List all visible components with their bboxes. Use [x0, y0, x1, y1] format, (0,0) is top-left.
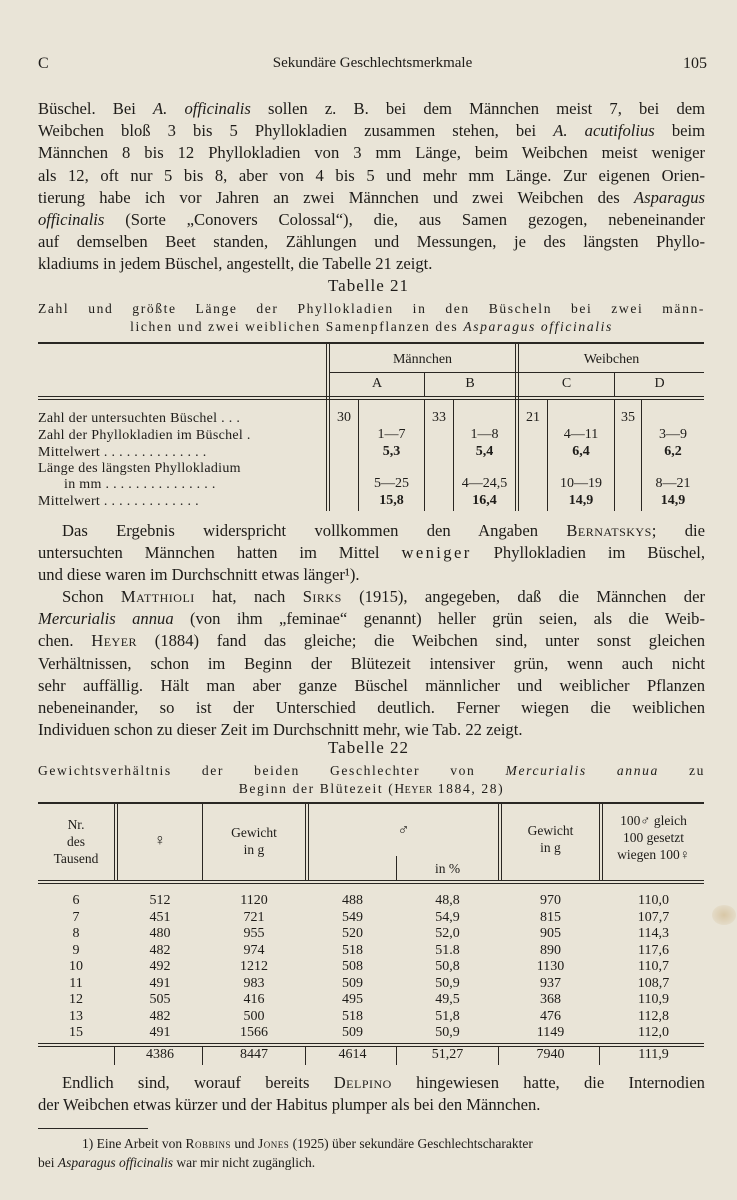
cell-male-percent: 51.8 [435, 942, 460, 958]
cell-nr: 11 [69, 975, 83, 991]
author-name: Sirks [302, 587, 342, 606]
text-line [38, 586, 705, 608]
cell-male-percent: 52,0 [435, 926, 460, 941]
cell-female-weight: 721 [243, 909, 265, 925]
author-name: Matthioli [120, 587, 195, 606]
text-line [38, 697, 705, 719]
cell-female-weight: 1566 [240, 1025, 268, 1040]
text-run: war mir nicht zugänglich. [173, 1155, 316, 1170]
text-run: Endlich sind, worauf bereits [62, 1073, 334, 1092]
cell-female-count: 491 [149, 1025, 171, 1040]
length-range-b: 4—24,5 [461, 476, 508, 491]
cell-female-count: 491 [149, 975, 171, 991]
cell-nr: 15 [69, 1025, 83, 1040]
cell-male-count: 549 [342, 909, 363, 925]
total-female-weight: 8447 [240, 1047, 268, 1062]
author-name: Robbins [185, 1136, 231, 1151]
row-label: Zahl der Phyllokladien im Büschel . [38, 428, 251, 443]
text-line [38, 564, 705, 586]
cell-male-weight: 970 [540, 893, 561, 908]
text-run: kladiums in jedem Büschel, angestellt, die Tabelle 21 zeigt. [38, 254, 433, 274]
cell-male-percent: 50,9 [435, 1025, 460, 1040]
text-line [38, 542, 705, 564]
page-number: 105 [683, 55, 707, 72]
col-divider [498, 804, 499, 880]
text-line [38, 1072, 705, 1094]
cell-nr: 13 [69, 1008, 83, 1024]
length-range-c: 10—19 [560, 476, 602, 491]
text-run: beim [654, 121, 705, 141]
text-line [38, 762, 705, 780]
text-line [38, 780, 705, 798]
cell-nr: 12 [69, 992, 83, 1007]
cell-male-weight: 905 [540, 926, 561, 941]
text-line [38, 120, 705, 142]
text-run: und [231, 1136, 258, 1151]
text-line [38, 231, 705, 253]
header-line: wiegen 100♀ [617, 847, 690, 862]
text-run: Beginn der Blütezeit ( [238, 781, 395, 796]
col-divider [599, 804, 600, 880]
text-run: tierung habe ich vor Jahren an zwei Männchen und zwei Weibchen des [38, 187, 634, 207]
col-divider [114, 804, 115, 880]
mean-d: 6,2 [664, 444, 682, 459]
range-c: 4—11 [563, 427, 599, 442]
cell-female-count: 505 [149, 992, 171, 1007]
text-line [38, 1134, 705, 1153]
col-divider [114, 1047, 115, 1065]
text-run: sollen z. B. bei dem Männchen meist 7, bei dem [250, 99, 705, 118]
row-label: in mm . . . . . . . . . . . . . . . [64, 477, 216, 492]
col-divider [515, 344, 516, 511]
header-weight-female [203, 824, 305, 858]
paragraph-4 [38, 1072, 705, 1116]
table-rule-group [330, 372, 704, 373]
text-run: hat, nach [194, 587, 303, 606]
text-run: als 12, oft nur 5 bis 8, aber von 4 bis 5 und mehr mm Länge. Zur eigenen Orien- [38, 165, 705, 185]
cell-female-count: 480 [149, 926, 171, 941]
col-divider [498, 1047, 499, 1065]
text-line [38, 653, 705, 675]
cell-male-count: 508 [342, 959, 363, 974]
italic-text: Asparagus [634, 187, 705, 207]
table-rule-header [38, 880, 704, 881]
range-d: 3—9 [659, 427, 687, 442]
header-line: Gewicht [527, 823, 574, 838]
text-line [38, 142, 705, 164]
cell-male-percent: 49,5 [435, 992, 460, 1007]
cell-male-percent: 48,8 [435, 893, 460, 908]
cell-nr: 9 [72, 942, 80, 958]
table-rule-total [38, 1043, 704, 1044]
length-mean-d: 14,9 [660, 493, 686, 508]
author-name: Heyer [394, 781, 433, 796]
text-run: ; die [651, 521, 705, 540]
cell-female-weight: 1212 [240, 959, 268, 974]
count-d: 35 [621, 410, 635, 425]
text-line [38, 300, 705, 318]
footnote [38, 1134, 705, 1172]
paragraph-2 [38, 520, 705, 587]
mean-c: 6,4 [572, 444, 590, 459]
length-range-a: 5—25 [374, 476, 409, 491]
table-rule-header-2 [38, 883, 704, 884]
cell-male-count: 488 [342, 893, 363, 908]
text-line [38, 630, 705, 652]
header-line: des [67, 834, 85, 849]
text-run: bei [38, 1155, 58, 1170]
range-a: 1—7 [377, 427, 406, 442]
author-name: Delpino [333, 1073, 392, 1092]
running-header [38, 55, 707, 79]
header-line: in g [243, 842, 265, 857]
header-line: 100 gesetzt [622, 830, 685, 845]
cell-ratio: 112,8 [638, 1008, 669, 1024]
cell-male-percent: 51,8 [435, 1008, 460, 1024]
header-ratio [603, 812, 704, 863]
cell-male-count: 520 [342, 926, 363, 941]
paragraph-3 [38, 586, 705, 741]
cell-male-count: 518 [342, 1008, 363, 1024]
header-weight-male [502, 822, 599, 856]
cell-female-count: 492 [149, 959, 171, 974]
cell-nr: 8 [72, 926, 80, 941]
footnote-rule [38, 1128, 148, 1129]
text-run: 1) Eine Arbeit von [82, 1136, 186, 1151]
count-a: 30 [337, 410, 351, 425]
table-21-caption [38, 300, 705, 336]
col-divider [305, 1047, 306, 1065]
table-21-title: Tabelle 21 [327, 276, 410, 295]
table-rule-top [38, 802, 704, 804]
total-female-count: 4386 [146, 1047, 174, 1062]
text-line [38, 187, 705, 209]
text-line [38, 318, 705, 336]
cell-male-percent: 50,9 [435, 975, 460, 991]
text-run: (Sorte „Conovers Colossal“), die, aus Samen gezogen, nebeneinander [104, 209, 705, 229]
text-run: Phyllokladien im Büschel, [471, 543, 705, 563]
cell-female-weight: 955 [243, 926, 265, 941]
col-header-d: D [654, 376, 665, 391]
cell-male-percent: 50,8 [435, 959, 460, 974]
text-line [38, 608, 705, 630]
group-header-female: Weibchen [583, 352, 640, 367]
text-run: nebeneinander, so ist der Unterschied deutlich. Ferner wiegen die weiblichen [38, 697, 705, 717]
text-run: Verhältnissen, schon im Beginn der Blütezeit intensiver grün, wenn auch nicht [38, 653, 705, 673]
cell-male-weight: 937 [540, 975, 561, 991]
cell-ratio: 108,7 [637, 975, 670, 991]
cell-ratio: 110,9 [638, 992, 669, 1007]
text-run: 1884, 28) [432, 781, 505, 796]
text-line [38, 98, 705, 120]
text-run: Büschel. Bei [38, 99, 153, 118]
col-header-a: A [371, 376, 383, 391]
row-label: Mittelwert . . . . . . . . . . . . . . [38, 445, 207, 460]
text-line [38, 1094, 705, 1116]
text-line [38, 675, 705, 697]
length-mean-c: 14,9 [568, 493, 594, 508]
text-run: auf demselben Beet standen, Zählungen und Messungen, je des längsten Phyllo- [38, 232, 705, 252]
italic-text: Asparagus officinalis [57, 1155, 174, 1170]
mean-b: 5,4 [475, 444, 494, 459]
cell-female-weight: 974 [243, 942, 265, 958]
cell-nr: 10 [69, 959, 83, 974]
col-divider [305, 804, 306, 880]
text-run: chen. [38, 631, 92, 651]
paragraph-1 [38, 98, 705, 276]
text-run: und diese waren im Durchschnitt etwas länger¹). [38, 565, 360, 585]
row-label: Mittelwert . . . . . . . . . . . . . [38, 494, 199, 509]
text-line [38, 165, 705, 187]
cell-female-weight: 416 [243, 992, 265, 1007]
text-run: Das Ergebnis widerspricht vollkommen den Angaben [62, 521, 567, 540]
row-label: Zahl der untersuchten Büschel . . . [38, 411, 241, 426]
text-run: (1884) fand das gleiche; die Weibchen sind, unter sonst gleichen [137, 631, 705, 651]
cell-male-weight: 476 [540, 1008, 561, 1024]
length-mean-b: 16,4 [472, 493, 497, 508]
cell-nr: 7 [72, 909, 80, 925]
italic-text: Mercurialis annua [505, 763, 659, 778]
italic-text: Mercurialis annua [38, 609, 174, 629]
col-divider [329, 344, 330, 511]
cell-nr: 6 [72, 893, 80, 908]
text-run: Schon [62, 587, 121, 606]
col-header-b: B [465, 376, 475, 391]
cell-male-count: 509 [342, 975, 363, 991]
header-line: 100♂ gleich [620, 813, 687, 828]
text-run: sehr auffällig. Hält man aber ganze Büschel männlicher und weiblicher Pflanzen [38, 675, 705, 695]
cell-male-weight: 815 [540, 909, 561, 925]
text-run: Männchen 8 bis 12 Phyllokladien von 3 mm Länge, beim Weibchen meist weniger [38, 143, 705, 163]
mean-a: 5,3 [382, 444, 401, 459]
text-line [38, 1153, 705, 1172]
running-title: Sekundäre Geschlechtsmerkmale [272, 55, 473, 71]
col-divider [518, 344, 519, 511]
col-divider [599, 1047, 600, 1065]
section-letter: C [38, 55, 49, 72]
cell-male-weight: 890 [540, 942, 561, 958]
text-line [38, 253, 705, 275]
cell-female-count: 451 [149, 909, 171, 925]
cell-male-percent: 54,9 [435, 909, 460, 925]
cell-male-weight: 368 [540, 992, 561, 1007]
header-line: Nr. [67, 817, 85, 832]
table-rule-header-2 [38, 399, 704, 400]
total-male-count: 4614 [338, 1047, 367, 1062]
table-22-title: Tabelle 22 [327, 738, 410, 757]
text-run: (von ihm „feminae“ genannt) heller grün seien, als die Weib- [173, 609, 705, 629]
female-symbol: ♀ [154, 832, 166, 849]
text-run: zu [658, 763, 706, 778]
author-name: Bernatskys [566, 521, 652, 540]
header-line: Tausend [53, 851, 99, 866]
cell-female-count: 482 [149, 942, 171, 958]
author-name: Heyer [91, 631, 138, 651]
italic-text: officinalis [38, 209, 105, 229]
cell-female-weight: 1120 [240, 893, 268, 908]
text-run: Weibchen bloß 3 bis 5 Phyllokladien zusammen stehen, bei [38, 121, 554, 141]
text-run: Individuen schon zu dieser Zeit im Durchschnitt mehr, wie Tab. 22 zeigt. [38, 720, 523, 740]
text-run: hingewiesen hatte, die Internodien [391, 1073, 705, 1092]
table-22-caption [38, 762, 705, 798]
col-divider [326, 344, 327, 511]
italic-text: Asparagus officinalis [463, 319, 613, 334]
total-ratio: 111,9 [638, 1047, 669, 1062]
cell-ratio: 112,0 [638, 1025, 669, 1040]
text-line [38, 209, 705, 231]
group-header-male: Männchen [392, 352, 453, 367]
text-run: lichen und zwei weiblichen Samenpflanzen des [130, 319, 464, 334]
italic-text: A. officinalis [153, 99, 251, 118]
count-c: 21 [526, 410, 540, 425]
total-male-percent: 51,27 [431, 1047, 464, 1062]
cell-ratio: 110,7 [638, 959, 669, 974]
text-line [38, 520, 705, 542]
header-line: in g [540, 840, 561, 855]
author-name: Jones [258, 1136, 290, 1151]
col-divider [308, 804, 309, 880]
cell-ratio: 117,6 [638, 942, 669, 958]
italic-text: A. acutifolius [553, 121, 655, 141]
text-run: untersuchten Männchen hatten im Mittel [38, 543, 402, 563]
text-run: Gewichtsverhältnis der beiden Geschlechter von [38, 763, 506, 778]
cell-female-weight: 500 [243, 1008, 265, 1024]
cell-ratio: 107,7 [637, 909, 670, 925]
cell-ratio: 110,0 [638, 893, 669, 908]
table-rule-header [38, 396, 704, 397]
table-rule-top [38, 342, 704, 344]
header-line: Gewicht [231, 825, 277, 840]
cell-female-count: 512 [149, 893, 171, 908]
col-header-c: C [561, 376, 572, 391]
cell-ratio: 114,3 [638, 926, 669, 941]
count-b: 33 [432, 410, 446, 425]
range-b: 1—8 [470, 427, 499, 442]
emphasized-text: weniger [401, 543, 472, 563]
text-run: Zahl und größte Länge der Phyllokladien in den Büscheln bei zwei männ- [38, 301, 705, 316]
cell-male-weight: 1149 [536, 1025, 565, 1040]
header-nr [38, 816, 114, 867]
cell-male-count: 495 [342, 992, 363, 1007]
total-male-weight: 7940 [536, 1047, 565, 1062]
text-run: (1915), angegeben, daß die Männchen der [341, 587, 705, 606]
cell-male-count: 518 [342, 942, 363, 958]
length-range-d: 8—21 [655, 476, 691, 491]
paper-stain [712, 905, 736, 925]
text-run: der Weibchen etwas kürzer und der Habitus plumper als bei den Männchen. [38, 1095, 541, 1115]
male-symbol: ♂ [397, 822, 410, 839]
cell-male-weight: 1130 [536, 959, 565, 974]
cell-female-weight: 983 [243, 975, 265, 991]
header-percent: in % [434, 861, 461, 876]
cell-male-count: 509 [342, 1025, 363, 1040]
row-label: Länge des längsten Phyllokladium [38, 461, 241, 476]
length-mean-a: 15,8 [379, 493, 404, 508]
text-run: (1925) über sekundäre Geschlechtscharakter [289, 1136, 533, 1151]
cell-female-count: 482 [149, 1008, 171, 1024]
